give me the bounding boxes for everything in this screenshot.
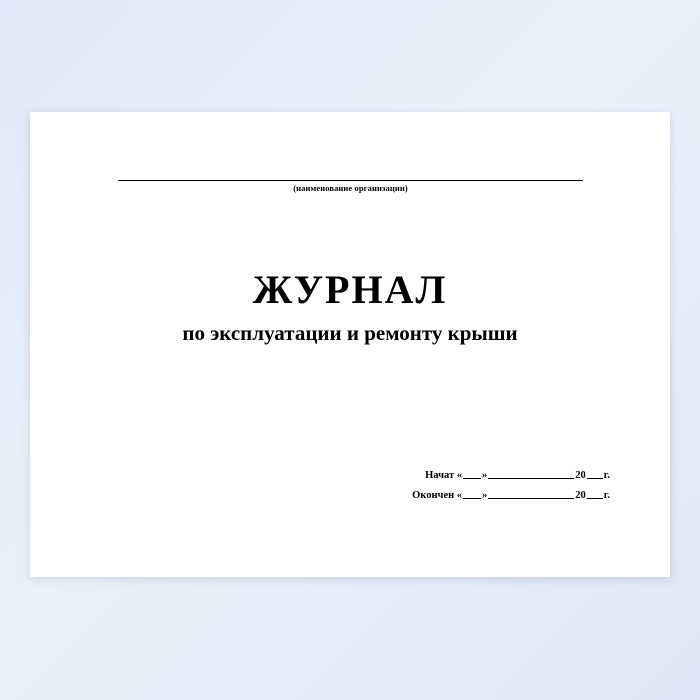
end-quote-close: » <box>482 490 488 501</box>
end-month-blank[interactable] <box>488 498 574 499</box>
end-date-label: Окончен <box>412 490 455 501</box>
end-year-prefix: 20 <box>575 490 586 501</box>
start-month-blank[interactable] <box>488 478 574 479</box>
start-date-row[interactable] <box>280 470 610 481</box>
organization-caption: (наименование организации) <box>293 183 408 193</box>
end-quote-open: « <box>456 490 463 501</box>
document-page <box>30 112 670 577</box>
page-subtitle: по эксплуатации и ремонту крыши <box>182 321 518 345</box>
start-year-blank[interactable] <box>587 478 603 479</box>
start-quote-close: » <box>482 470 488 481</box>
organization-field[interactable] <box>118 180 583 193</box>
start-quote-open: « <box>456 470 463 481</box>
start-year-prefix: 20 <box>575 470 586 481</box>
start-day-blank[interactable] <box>463 478 481 479</box>
end-date-row[interactable] <box>280 490 610 501</box>
page-title: ЖУРНАЛ <box>252 267 448 312</box>
end-year-suffix: г. <box>603 490 610 501</box>
end-year-blank[interactable] <box>587 498 603 499</box>
end-day-blank[interactable] <box>463 498 481 499</box>
organization-rule <box>118 180 583 181</box>
start-date-label: Начат <box>425 470 455 481</box>
start-year-suffix: г. <box>603 470 610 481</box>
dates-block <box>280 470 610 510</box>
title-block <box>30 267 670 346</box>
